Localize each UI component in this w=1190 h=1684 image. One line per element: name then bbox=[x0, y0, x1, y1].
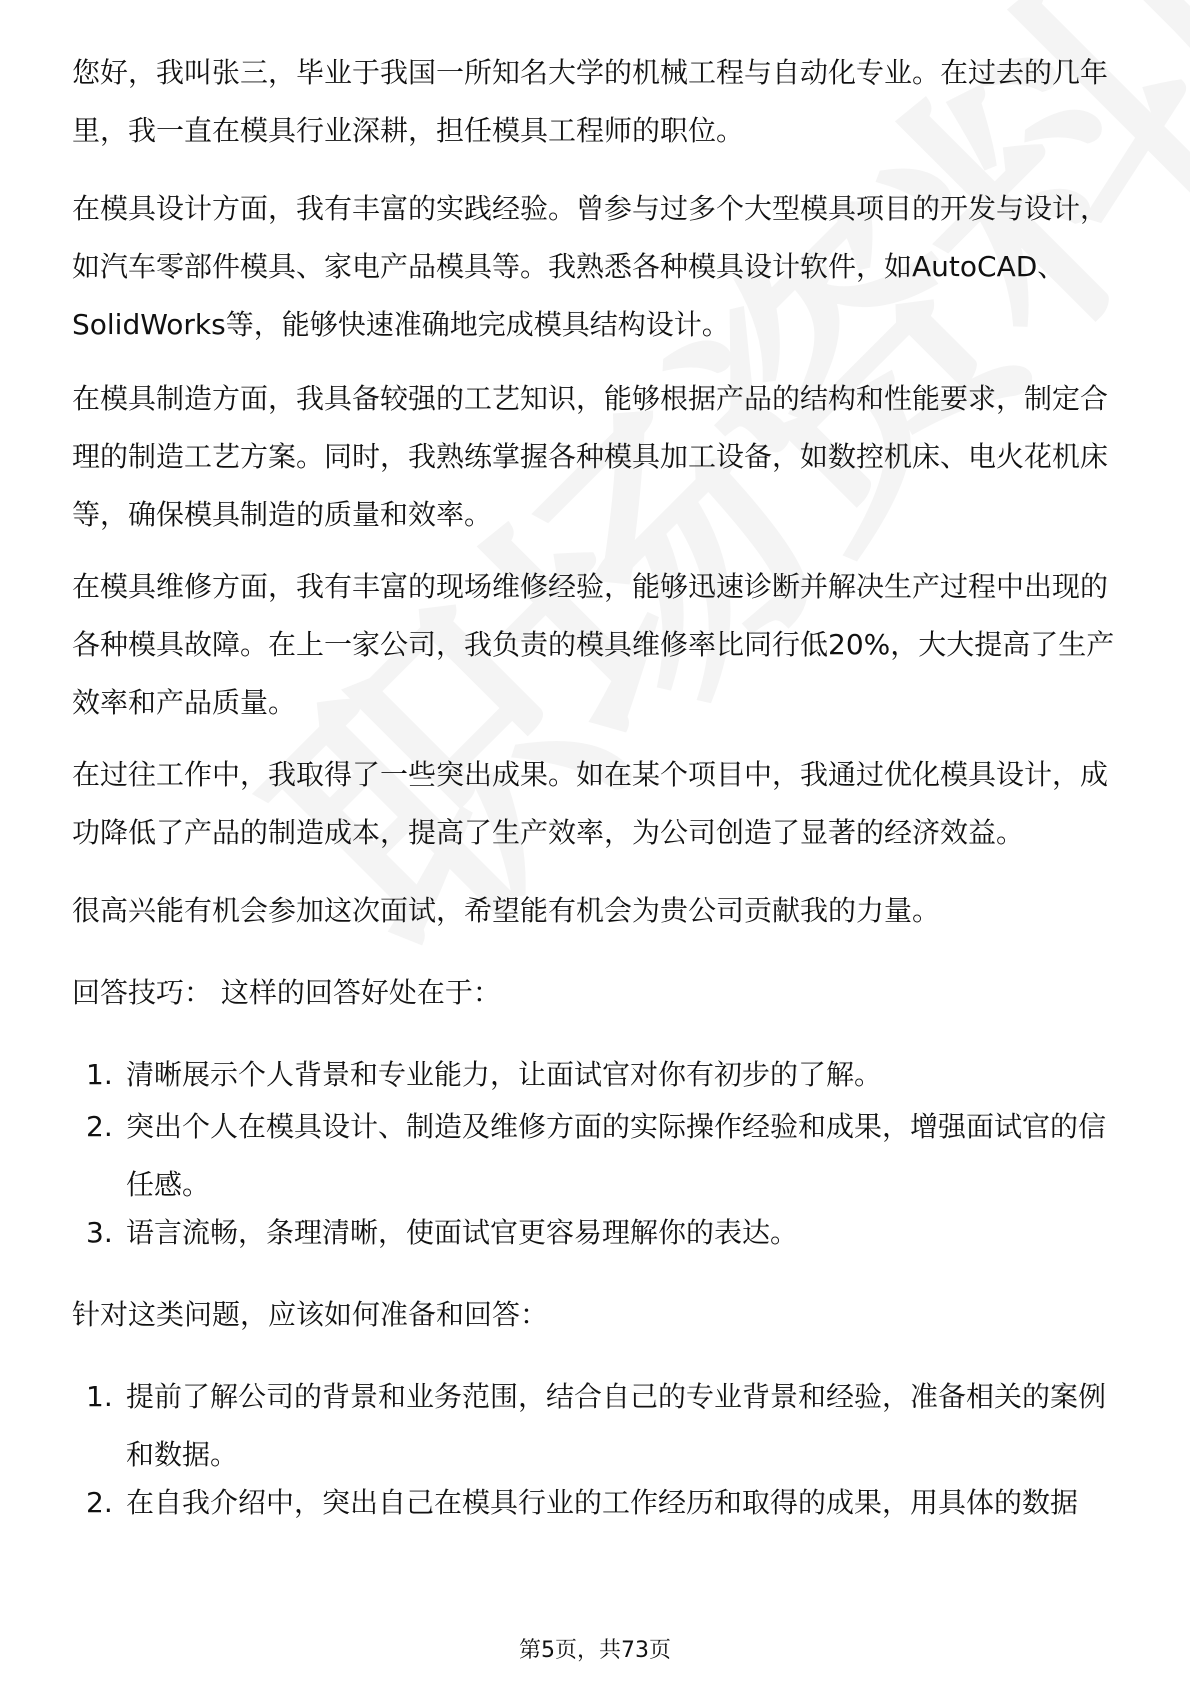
list-text: 突出个人在模具设计、制造及维修方面的实际操作经验和成果，增强面试官的信任感。 bbox=[126, 1110, 1107, 1201]
paragraph-intro: 您好，我叫张三，毕业于我国一所知名大学的机械工程与自动化专业。在过去的几年里，我一直在模具行业深耕，担任模具工程师的职位。 bbox=[72, 56, 1109, 147]
list-number: 1. bbox=[86, 1058, 113, 1091]
list-item bbox=[72, 1098, 1122, 1214]
tips-heading: 回答技巧： 这样的回答好处在于： bbox=[72, 976, 501, 1009]
list-item bbox=[72, 1204, 1122, 1262]
paragraph-closing: 很高兴能有机会参加这次面试，希望能有机会为贵公司贡献我的力量。 bbox=[72, 894, 941, 927]
paragraph-maintenance: 在模具维修方面，我有丰富的现场维修经验，能够迅速诊断并解决生产过程中出现的各种模具故障。在上一家公司，我负责的模具维修率比同行低20%，大大提高了生产效率和产品质量。 bbox=[72, 570, 1115, 719]
list-item bbox=[72, 1046, 1122, 1104]
list-number: 2. bbox=[86, 1486, 113, 1519]
prep-heading: 针对这类问题，应该如何准备和回答： bbox=[72, 1298, 549, 1331]
list-text: 语言流畅，条理清晰，使面试官更容易理解你的表达。 bbox=[126, 1216, 799, 1249]
page-footer: 第5页，共73页 bbox=[519, 1638, 671, 1663]
list-text: 提前了解公司的背景和业务范围，结合自己的专业背景和经验，准备相关的案例和数据。 bbox=[126, 1380, 1107, 1471]
list-text: 在自我介绍中，突出自己在模具行业的工作经历和取得的成果，用具体的数据 bbox=[126, 1486, 1079, 1519]
list-item bbox=[72, 1474, 1122, 1532]
paragraph-achievements: 在过往工作中，我取得了一些突出成果。如在某个项目中，我通过优化模具设计，成功降低了产品的制造成本，提高了生产效率，为公司创造了显著的经济效益。 bbox=[72, 758, 1109, 849]
list-number: 1. bbox=[86, 1380, 113, 1413]
paragraph-design: 在模具设计方面，我有丰富的实践经验。曾参与过多个大型模具项目的开发与设计，如汽车零部件模具、家电产品模具等。我熟悉各种模具设计软件，如AutoCAD、SolidWorks等，能够快速准确地完成模具结构设计。 bbox=[72, 192, 1109, 341]
list-text: 清晰展示个人背景和专业能力，让面试官对你有初步的了解。 bbox=[126, 1058, 883, 1091]
paragraph-manufacturing: 在模具制造方面，我具备较强的工艺知识，能够根据产品的结构和性能要求，制定合理的制造工艺方案。同时，我熟练掌握各种模具加工设备，如数控机床、电火花机床等，确保模具制造的质量和效率。 bbox=[72, 382, 1109, 531]
list-number: 2. bbox=[86, 1110, 113, 1143]
list-item bbox=[72, 1368, 1122, 1484]
list-number: 3. bbox=[86, 1216, 113, 1249]
